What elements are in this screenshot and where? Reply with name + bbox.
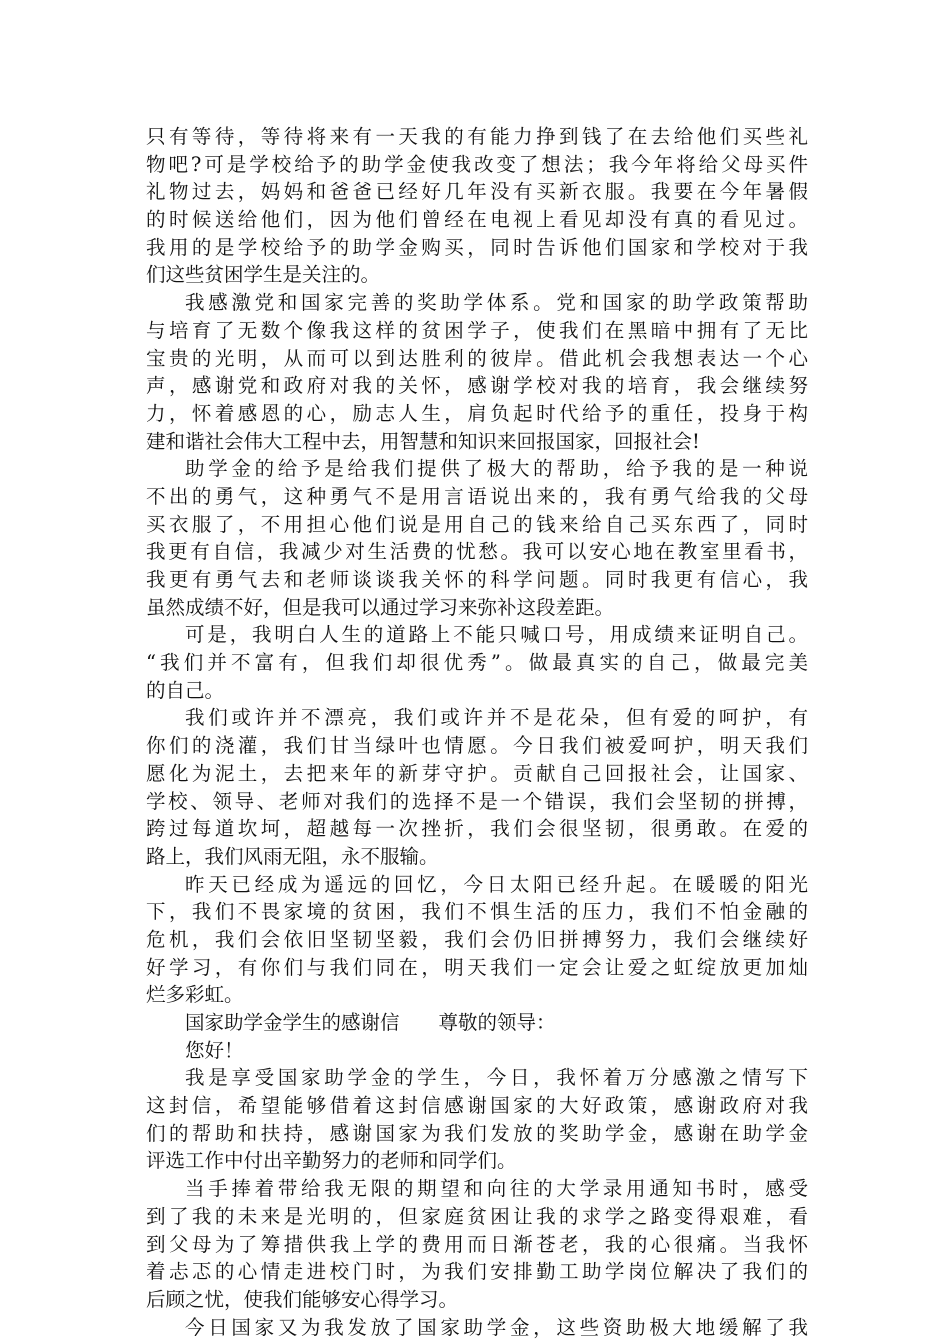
text-line: 当手捧着带给我无限的期望和向往的大学录用通知书时，感受	[185, 1177, 808, 1201]
text-line: 虽然成绩不好，但是我可以通过学习来弥补这段差距。	[146, 595, 615, 619]
document-body	[146, 123, 808, 1341]
text-line: 建和谐社会伟大工程中去，用智慧和知识来回报国家，回报社会!	[146, 429, 700, 453]
text-line: 礼物过去，妈妈和爸爸已经好几年没有买新衣服。我要在今年暑假	[146, 180, 808, 204]
text-line: 到了我的未来是光明的，但家庭贫困让我的求学之路变得艰难，看	[146, 1204, 808, 1228]
text-line: 的自己。	[146, 678, 225, 702]
text-line: 与培育了无数个像我这样的贫困学子，使我们在黑暗中拥有了无比	[146, 318, 808, 342]
text-line: 助学金的给予是给我们提供了极大的帮助，给予我的是一种说	[185, 457, 808, 481]
text-line: 们的帮助和扶持，感谢国家为我们发放的奖助学金，感谢在助学金	[146, 1121, 808, 1145]
text-line: 声，感谢党和政府对我的关怀，感谢学校对我的培育，我会继续努	[146, 374, 808, 398]
text-line: 学校、领导、老师对我们的选择不是一个错误，我们会坚韧的拼搏，	[146, 789, 808, 813]
text-line: 今日国家又为我发放了国家助学金，这些资助极大地缓解了我	[185, 1315, 808, 1339]
text-line: 这封信，希望能够借着这封信感谢国家的大好政策，感谢政府对我	[146, 1094, 808, 1118]
text-line: 下，我们不畏家境的贫困，我们不惧生活的压力，我们不怕金融的	[146, 900, 808, 924]
text-line: 宝贵的光明，从而可以到达胜利的彼岸。借此机会我想表达一个心	[146, 346, 808, 370]
text-line: 买衣服了，不用担心他们说是用自己的钱来给自己买东西了，同时	[146, 512, 808, 536]
text-line: 评选工作中付出辛勤努力的老师和同学们。	[146, 1149, 517, 1173]
text-line: 我用的是学校给予的助学金购买，同时告诉他们国家和学校对于我	[146, 235, 808, 259]
text-line: 您好！	[185, 1038, 244, 1062]
text-line: 愿化为泥土，去把来年的新芽守护。贡献自己回报社会，让国家、	[146, 761, 808, 785]
text-line: 你们的浇灌，我们甘当绿叶也情愿。今日我们被爱呵护，明天我们	[146, 734, 808, 758]
text-line: 跨过每道坎坷，超越每一次挫折，我们会很坚韧，很勇敢。在爱的	[146, 817, 808, 841]
text-line: 我更有自信，我减少对生活费的忧愁。我可以安心地在教室里看书，	[146, 540, 808, 564]
text-line: 力，怀着感恩的心，励志人生，肩负起时代给予的重任，投身于构	[146, 401, 808, 425]
text-line: 烂多彩虹。	[146, 983, 244, 1007]
text-line: 国家助学金学生的感谢信 尊敬的领导：	[185, 1011, 556, 1034]
text-line: 好学习，有你们与我们同在，明天我们一定会让爱之虹绽放更加灿	[146, 955, 808, 979]
text-line: 不出的勇气，这种勇气不是用言语说出来的，我有勇气给我的父母	[146, 484, 808, 508]
text-line: 的时候送给他们，因为他们曾经在电视上看见却没有真的看见过。	[146, 208, 808, 232]
text-line: “我们并不富有，但我们却很优秀”。做最真实的自己，做最完美	[146, 651, 808, 675]
text-line: 我更有勇气去和老师谈谈我关怀的科学问题。同时我更有信心，我	[146, 568, 808, 591]
text-line: 我感激党和国家完善的奖助学体系。党和国家的助学政策帮助	[185, 291, 808, 315]
text-line: 着忐忑的心情走进校门时，为我们安排勤工助学岗位解决了我们的	[146, 1260, 808, 1284]
text-line: 危机，我们会依旧坚韧坚毅，我们会仍旧拼搏努力，我们会继续好	[146, 927, 808, 951]
text-line: 我们或许并不漂亮，我们或许并不是花朵，但有爱的呵护，有	[185, 706, 808, 730]
text-line: 只有等待，等待将来有一天我的有能力挣到钱了在去给他们买些礼	[146, 125, 808, 148]
text-line: 到父母为了筹措供我上学的费用而日渐苍老，我的心很痛。当我怀	[146, 1232, 808, 1256]
text-line: 路上，我们风雨无阻，永不服输。	[146, 844, 439, 868]
text-line: 可是，我明白人生的道路上不能只喊口号，用成绩来证明自己。	[185, 623, 808, 647]
text-line: 我是享受国家助学金的学生，今日，我怀着万分感激之情写下	[185, 1066, 808, 1090]
text-line: 物吧?可是学校给予的助学金使我改变了想法；我今年将给父母买件	[146, 152, 808, 176]
text-line: 们这些贫困学生是关注的。	[146, 263, 381, 287]
text-line: 后顾之忧，使我们能够安心得学习。	[146, 1287, 459, 1311]
text-line: 昨天已经成为遥远的回忆，今日太阳已经升起。在暖暖的阳光	[185, 872, 808, 896]
